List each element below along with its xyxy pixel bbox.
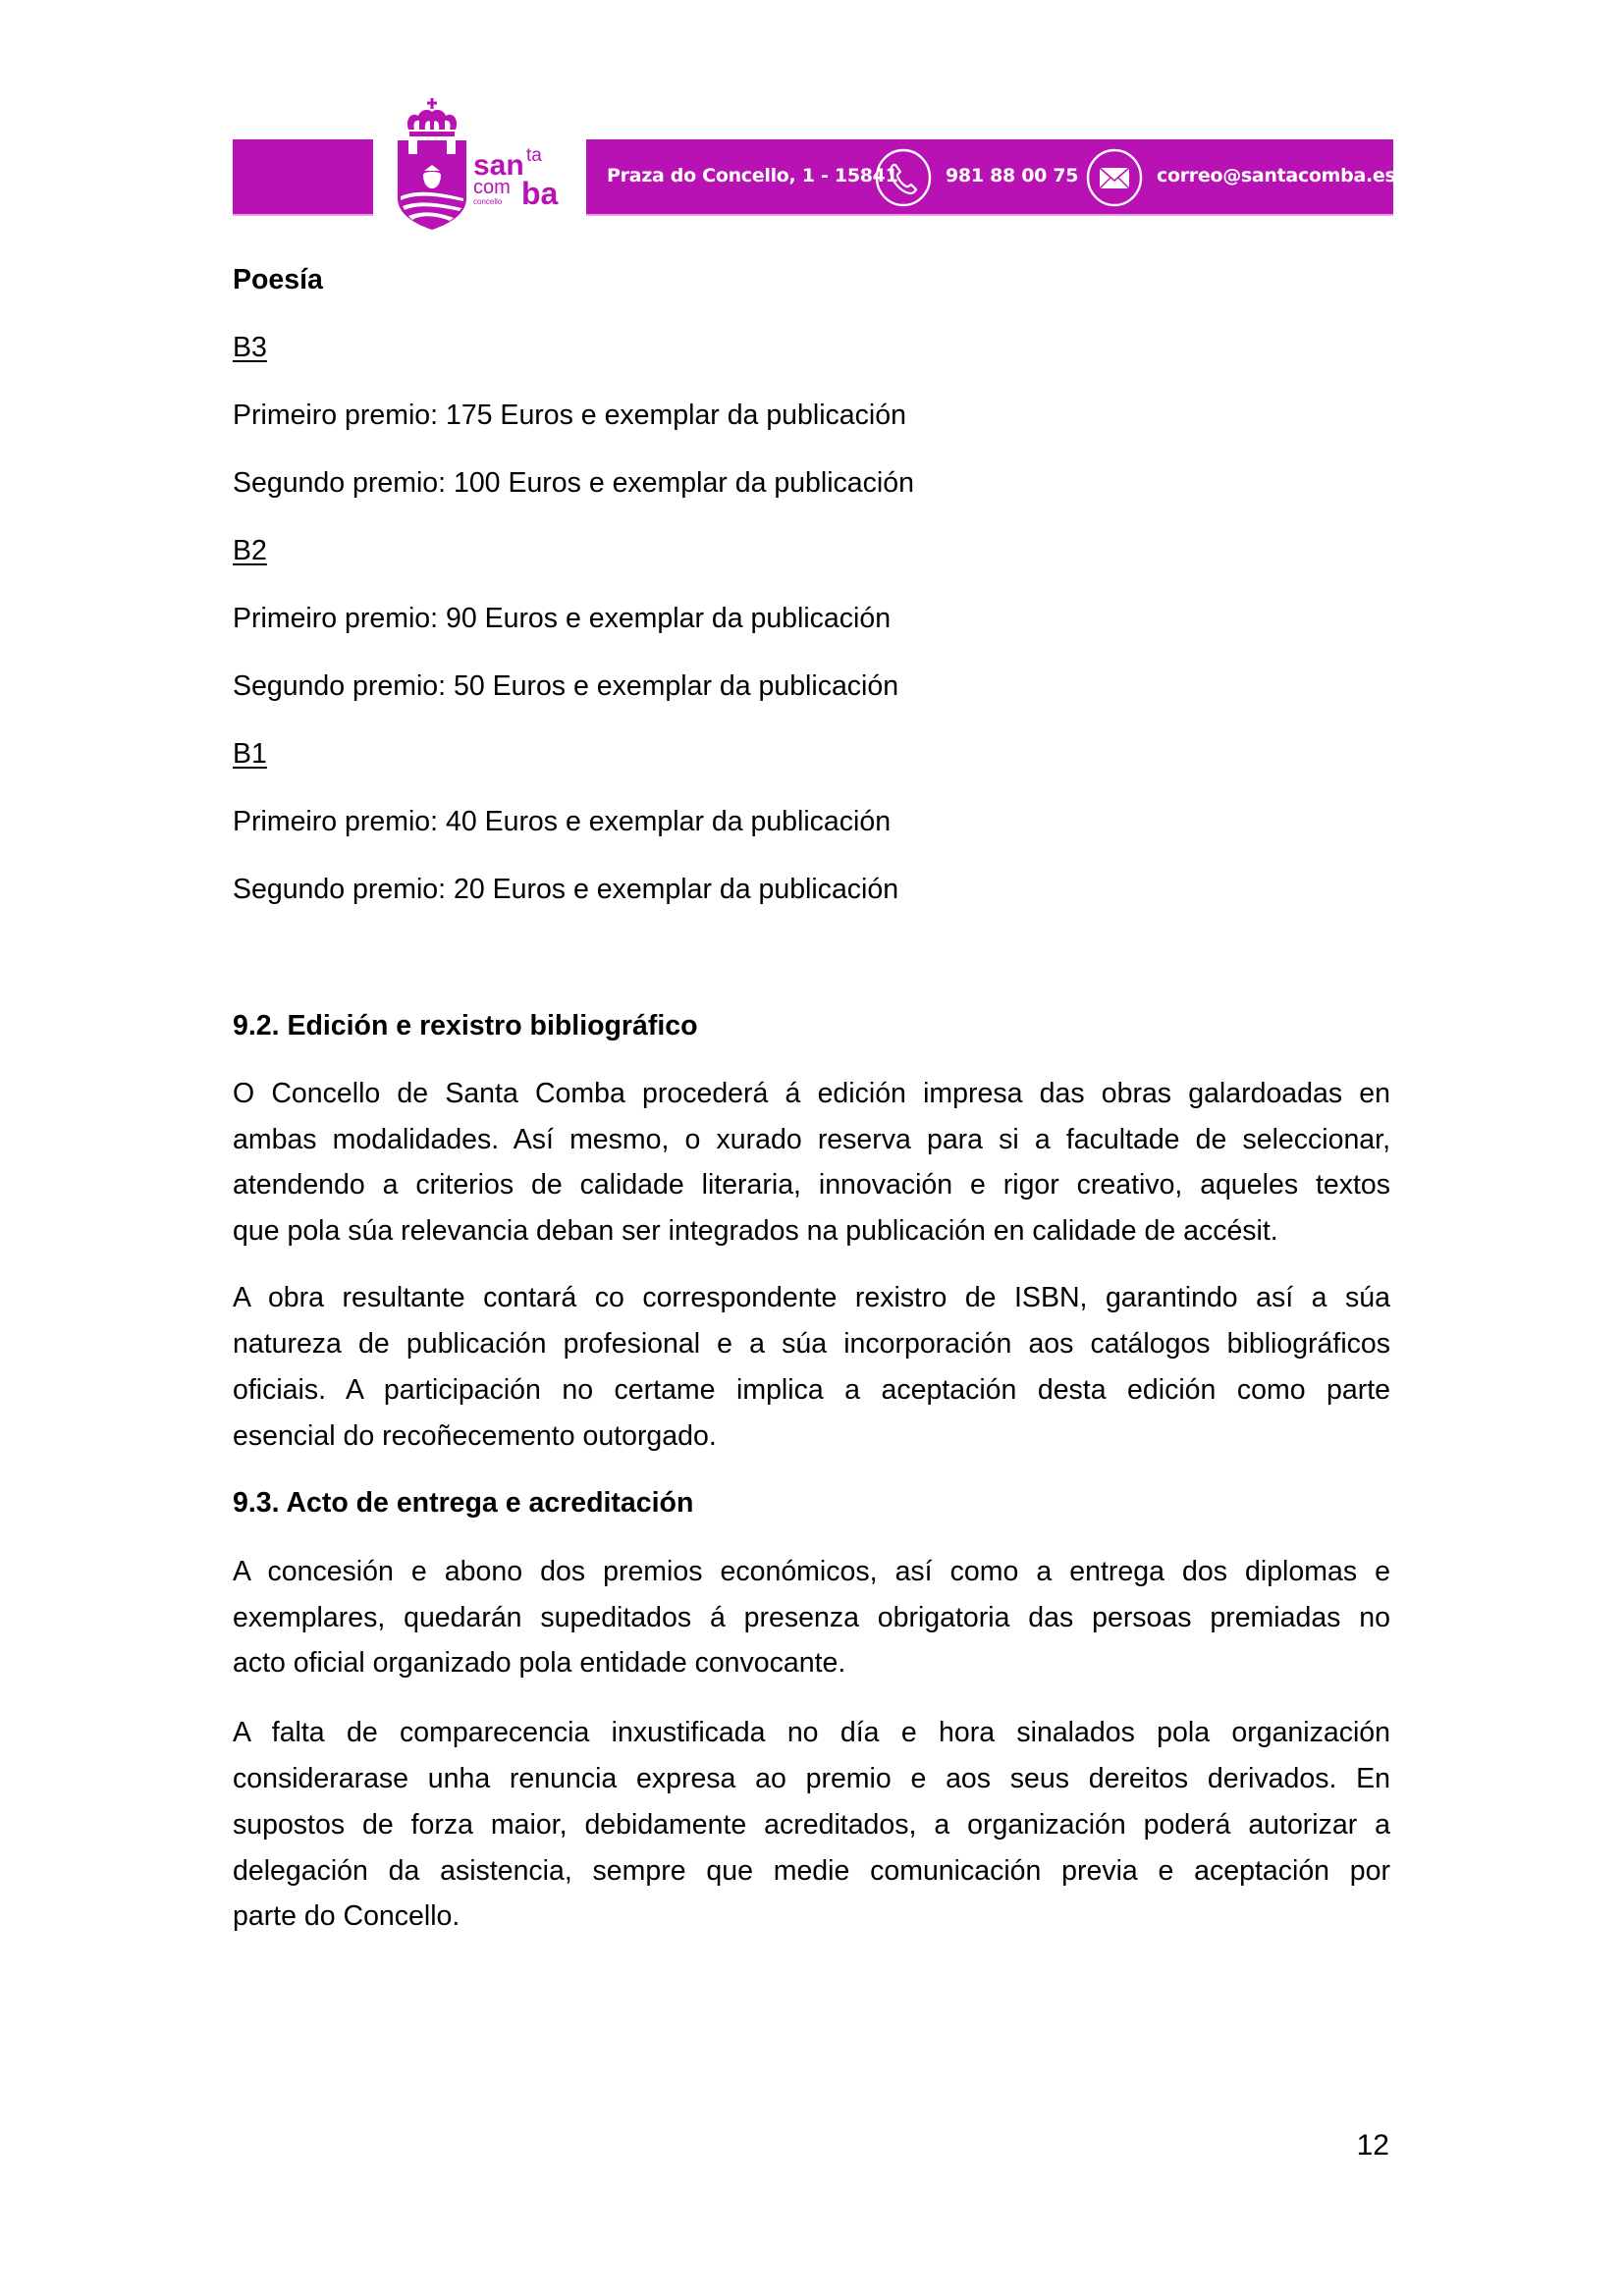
section-9-2-heading: 9.2. Edición e rexistro bibliográfico (233, 1010, 698, 1041)
poesia-title: Poesía (233, 264, 323, 295)
paragraph-line: acto oficial organizado pola entidade convocante. (233, 1647, 846, 1679)
prize-second-b2: Segundo premio: 50 Euros e exemplar da publicación (233, 670, 899, 702)
page-number: 12 (1356, 2129, 1389, 2162)
mail-icon (1085, 148, 1144, 207)
prize-second-b3: Segundo premio: 100 Euros e exemplar da publicación (233, 467, 914, 499)
level-label-b2: B2 (233, 535, 267, 566)
paragraph-line: que pola súa relevancia deban ser integrados na publicación en calidade de accésit. (233, 1215, 1278, 1247)
level-label-b3: B3 (233, 332, 267, 363)
paragraph-line: oficiais. A participación no certame implica a aceptación desta edición como parte (233, 1374, 1390, 1406)
prize-first-b1: Primeiro premio: 40 Euros e exemplar da publicación (233, 806, 892, 837)
paragraph-line: A concesión e abono dos premios económicos, así como a entrega dos diplomas e (233, 1556, 1390, 1587)
prize-first-b2: Primeiro premio: 90 Euros e exemplar da publicación (233, 603, 892, 634)
paragraph-line: natureza de publicación profesional e a súa incorporación aos catálogos bibliográficos (233, 1328, 1390, 1360)
paragraph-line: esencial do recoñecemento outorgado. (233, 1420, 717, 1452)
logo-text-san: san (473, 149, 524, 182)
paragraph-line: parte do Concello. (233, 1900, 460, 1932)
header-bar-stripe (586, 214, 1393, 216)
logo-text-ta: ta (526, 145, 542, 166)
header-left-block (233, 139, 373, 216)
paragraph-line: delegación da asistencia, sempre que medie comunicación previa e aceptación por (233, 1855, 1390, 1887)
paragraph-line: exemplares, quedarán supeditados á presenza obrigatoria das persoas premiadas no (233, 1602, 1390, 1633)
phone-icon (874, 148, 933, 207)
paragraph-line: ambas modalidades. Así mesmo, o xurado reserva para si a facultade de seleccionar, (233, 1124, 1390, 1155)
paragraph-line: A falta de comparecencia inxustificada no día e hora sinalados pola organización (233, 1717, 1390, 1748)
prize-first-b3: Primeiro premio: 175 Euros e exemplar da publicación (233, 400, 906, 431)
paragraph-line: considerarase unha renuncia expresa ao premio e aos seus dereitos derivados. En (233, 1763, 1390, 1794)
prize-second-b1: Segundo premio: 20 Euros e exemplar da publicación (233, 874, 899, 905)
header-phone: 981 88 00 75 (946, 165, 1079, 187)
header-email: correo@santacomba.es (1157, 165, 1396, 187)
paragraph-line: supostos de forza maior, debidamente acreditados, a organización poderá autorizar a (233, 1809, 1390, 1841)
paragraph-line: atendendo a criterios de calidade literaria, innovación e rigor creativo, aqueles textos (233, 1169, 1390, 1201)
logo-text-ba: ba (521, 176, 559, 211)
paragraph-line: A obra resultante contará co correspondente rexistro de ISBN, garantindo así a súa (233, 1282, 1390, 1313)
logo-text-com: com (473, 177, 511, 198)
logo-text-concello: concello (473, 197, 503, 206)
santa-comba-logo (393, 94, 569, 232)
crest-icon (398, 98, 466, 230)
header-address: Praza do Concello, 1 - 15841 (607, 165, 898, 187)
header-left-stripe (233, 214, 373, 216)
level-label-b1: B1 (233, 738, 267, 770)
section-9-3-heading: 9.3. Acto de entrega e acreditación (233, 1487, 694, 1519)
paragraph-line: O Concello de Santa Comba procederá á edición impresa das obras galardoadas en (233, 1078, 1390, 1109)
